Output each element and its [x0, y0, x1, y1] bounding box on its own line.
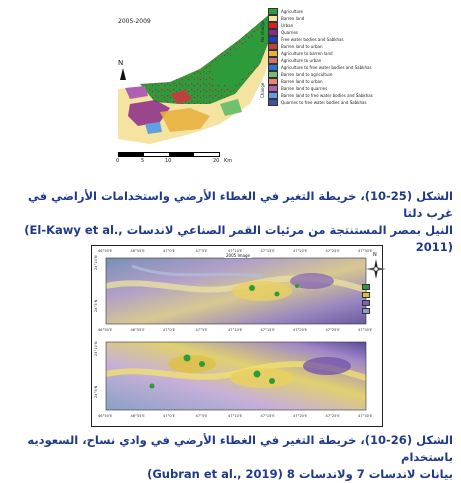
caption-2-reference: (Gubran et al., 2019) [147, 467, 283, 481]
lon-label: 47°5'E [195, 328, 208, 332]
legend-1-label: Barren land to urban [281, 79, 323, 84]
lon-label: 47°25'E [325, 328, 340, 332]
legend-1-item [268, 15, 360, 22]
caption-2-line-2-text: بيانات لاندسات 7 ولاندسات 8 [286, 467, 453, 481]
legend-1-swatch [268, 50, 278, 57]
lon-label: 47°15'E [260, 414, 275, 418]
legend-1-item [268, 22, 360, 29]
lon-label: 47°30'E [358, 414, 373, 418]
lon-label: 47°10'E [228, 249, 243, 253]
legend-1-swatch [268, 8, 278, 15]
legend-1-swatch [268, 43, 278, 50]
compass-north-label: N [373, 252, 377, 258]
legend-2-item [362, 292, 384, 298]
legend-1-label: Quarries [281, 30, 299, 35]
legend-1-swatch [268, 71, 278, 78]
legend-1-item [268, 71, 360, 78]
legend-1-swatch [268, 57, 278, 64]
lat-label-top-2: 24°5'N [94, 299, 98, 312]
legend-2-swatch [362, 284, 370, 290]
scale-label-10: 10 [165, 158, 172, 164]
caption-1-line-2-text: النيل بمصر المستنتجة من مرئيات القمر الصناعي لاندسات [126, 223, 453, 237]
legend-1-label: Agriculture [281, 9, 303, 14]
legend-group-change: Change [260, 82, 265, 98]
legend-1-item [268, 50, 360, 57]
legend-2-swatch [362, 300, 370, 306]
legend-1-label: Free water bodies and Sabkhas [281, 37, 344, 42]
legend-1-item [268, 8, 360, 15]
legend-1-item [268, 29, 360, 36]
lon-label: 47°10'E [228, 328, 243, 332]
legend-group-no-change: No change [260, 20, 265, 42]
lon-label: 47°30'E [358, 249, 373, 253]
figure-1-land-cover-map [100, 4, 373, 184]
figure-2-top-title: 2005 Image [226, 253, 250, 258]
scale-label-20: 20 [213, 158, 220, 164]
legend-1-label: Urban [281, 23, 294, 28]
legend-1-item [268, 99, 367, 106]
lat-label-top-1: 24°10'N [94, 255, 98, 270]
lat-label-bottom-1: 24°10'N [94, 341, 98, 356]
legend-1-label: Barren land [281, 16, 305, 21]
legend-1-label: Agriculture to free water bodies and Sabkhas [281, 65, 372, 70]
lon-label: 47°20'E [293, 249, 308, 253]
lon-label: 47°10'E [228, 414, 243, 418]
scale-unit: Km [224, 158, 233, 164]
legend-1-label: Barren land to free water bodies and Sabkhas [281, 93, 373, 98]
lon-label: 47°5'E [195, 249, 208, 253]
figure-2-legend [362, 284, 384, 316]
legend-1-swatch [268, 85, 278, 92]
legend-1-label: Agriculture to barren land [281, 51, 333, 56]
figure-2-caption [8, 432, 453, 483]
legend-1-swatch [268, 99, 278, 106]
legend-2-swatch [362, 308, 370, 314]
caption-2-line-2 [8, 466, 453, 483]
legend-2-item [362, 284, 384, 290]
legend-1-item [268, 57, 360, 64]
scale-label-5: 5 [141, 158, 145, 164]
legend-1-item [268, 78, 360, 85]
legend-1-item [268, 85, 360, 92]
lon-label: 46°55'E [130, 414, 145, 418]
caption-1-reference: (El-Kawy et al., 2011) [24, 223, 453, 254]
lon-label: 47°5'E [195, 414, 208, 418]
lon-label: 46°55'E [130, 249, 145, 253]
lon-label: 47°15'E [260, 249, 275, 253]
legend-1-label: Barren land to quarries [281, 86, 328, 91]
legend-1-item [268, 36, 360, 43]
legend-1-swatch [268, 78, 278, 85]
legend-1-swatch [268, 36, 278, 43]
legend-1-item [268, 64, 372, 71]
legend-1-swatch [268, 29, 278, 36]
lon-label: 47°15'E [260, 328, 275, 332]
legend-1-swatch [268, 64, 278, 71]
lon-label: 46°50'E [98, 249, 113, 253]
scale-bar [118, 152, 220, 157]
lon-label: 47°25'E [325, 414, 340, 418]
caption-2-line-1: الشكل (26-10)، خريطة التغير في الغطاء الأرضي في وادي نساح، السعوديه باستخدام [27, 433, 453, 464]
lon-label: 46°50'E [98, 328, 113, 332]
legend-2-swatch [362, 292, 370, 298]
scale-label-0: 0 [116, 158, 120, 164]
north-arrow-icon [120, 68, 126, 80]
legend-1-item [268, 92, 373, 99]
legend-1-item [268, 43, 360, 50]
north-label: N [118, 59, 124, 67]
lon-label: 47°0'E [163, 249, 175, 253]
compass-rose-icon [365, 258, 387, 280]
lon-label: 47°20'E [293, 414, 308, 418]
legend-1-swatch [268, 15, 278, 22]
legend-1-label: Barren land to urban [281, 44, 323, 49]
lat-label-bottom-2: 24°5'N [94, 385, 98, 398]
lon-label: 47°0'E [163, 328, 175, 332]
legend-2-item [362, 308, 384, 314]
lon-label: 47°20'E [293, 328, 308, 332]
legend-1-label: Barren land to agriculture [281, 72, 333, 77]
legend-1-label: Quarries to free water bodies and Sabkhas [281, 100, 367, 105]
legend-1-swatch [268, 92, 278, 99]
caption-1-line-1: الشكل (25-10)، خريطة التغير في الغطاء الأرضي واستخدامات الأراضي في غرب دلتا [27, 189, 453, 220]
lon-label: 47°30'E [358, 328, 373, 332]
figure-1-legend [260, 8, 373, 106]
legend-2-item [362, 300, 384, 306]
lon-label: 47°0'E [163, 414, 175, 418]
legend-1-swatch [268, 22, 278, 29]
figure-2-change-maps [91, 245, 383, 427]
lon-label: 47°25'E [325, 249, 340, 253]
period-label: 2005-2009 [118, 18, 151, 25]
legend-1-label: Agriculture to urban [281, 58, 322, 63]
lon-label: 46°55'E [130, 328, 145, 332]
lon-label: 46°50'E [98, 414, 113, 418]
figure-2-map-graphic [92, 246, 382, 426]
